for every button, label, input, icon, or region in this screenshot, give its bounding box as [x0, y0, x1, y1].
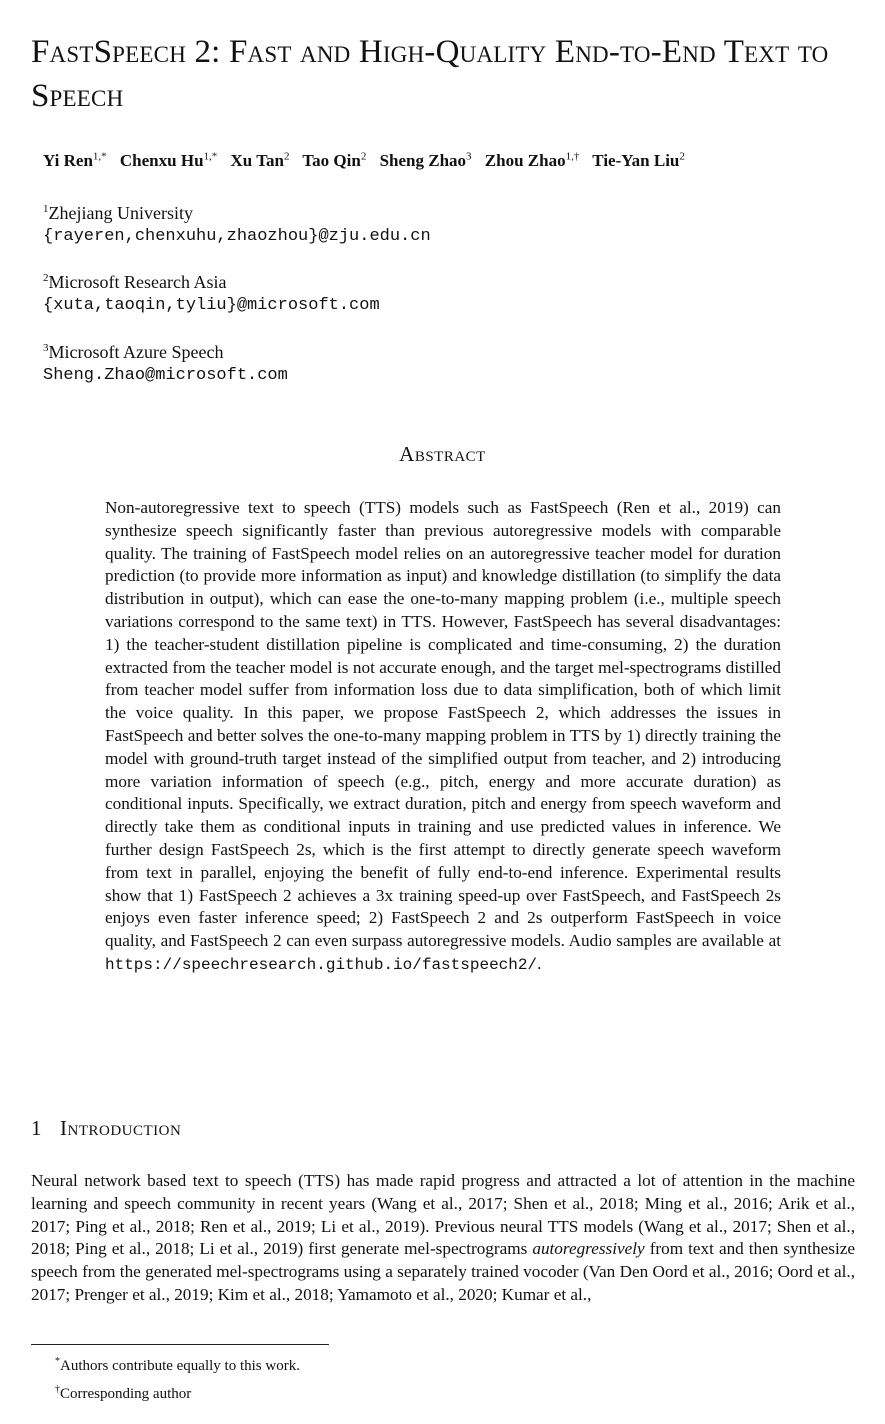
footnote: †Corresponding author — [55, 1384, 192, 1402]
author: Zhou Zhao$^{1,\dagger}$ — [484, 150, 580, 170]
affiliation: $^2$Microsoft Research Asia {xuta,taoqin,tyliu}@microsoft.com — [43, 272, 380, 315]
footnotes — [55, 1350, 300, 1406]
footnote: *Authors contribute equally to this work. — [55, 1356, 300, 1374]
affiliation-email: Sheng.Zhao@microsoft.com — [43, 366, 288, 385]
author: Tao Qin$^2$ — [302, 150, 367, 170]
footnote-rule — [31, 1344, 329, 1345]
affiliation: $^3$Microsoft Azure Speech Sheng.Zhao@microsoft.com — [43, 342, 288, 385]
affiliation: $^1$Zhejiang University {rayeren,chenxuhu,zhaozhou}@zju.edu.cn — [43, 203, 431, 246]
author: Xu Tan$^2$ — [230, 150, 290, 170]
abstract-text: Non-autoregressive text to speech (TTS) models such as FastSpeech (Ren et al., 2019) can synthesize speech significantly faster than previous autoregressive models with comparable quality. The training of FastSpeech model relies on an autoregressive teacher model for duration prediction (to provide more information as input) and knowledge distillation (to simplify the data distribution in output), which can ease the one-to-many mapping problem (i.e., multiple speech variations correspond to the same text) in TTS. However, FastSpeech has several disadvantages: 1) the teacher-student distillation pipeline is complicated and time-consuming, 2) the duration extracted from the teacher model is not accurate enough, and the target mel-spectrograms distilled from teacher model suffer from information loss due to data simplification, both of which limit the voice quality. In this paper, we propose FastSpeech 2, which addresses the issues in FastSpeech and better solves the one-to-many mapping problem in TTS by 1) directly training the model with ground-truth target instead of the simplified output from teacher, and 2) introducing more variation information of speech (e.g., pitch, energy and more accurate duration) as conditional inputs. Specifically, we extract duration, pitch and energy from speech waveform and directly take them as conditional inputs in training and use predicted values in inference. We further design FastSpeech 2s, which is the first attempt to directly generate speech waveform from text in parallel, enjoying the benefit of fully end-to-end inference. Experimental results show that 1) FastSpeech 2 achieves a 3x training speed-up over FastSpeech, and FastSpeech 2s enjoys even faster inference speed; 2) FastSpeech 2 and 2s outperform FastSpeech in voice quality, and FastSpeech 2 can even surpass autoregressive models. Audio samples are available at https://speechresearch.github.io/fastspeech2/. — [105, 498, 781, 974]
author: Tie-Yan Liu$^2$ — [592, 150, 685, 170]
author: Yi Ren$^{1,*}$ — [43, 150, 107, 170]
affiliation-email: {xuta,taoqin,tyliu}@microsoft.com — [43, 296, 380, 315]
author: Chenxu $Hu^{1,*}$ — [119, 150, 218, 170]
abstract-heading: Abstract — [399, 442, 486, 466]
author: Sheng Zhao$^3$ — [379, 150, 472, 170]
abstract-url[interactable]: https://speechresearch.github.io/fastspeech2/ — [105, 955, 538, 974]
section-heading: 1 Introduction — [31, 1116, 182, 1140]
affiliation-email: {rayeren,chenxuhu,zhaozhou}@zju.edu.cn — [43, 227, 431, 246]
paper-title: FastSpeech 2: Fast and High-Quality End-to-End Text to Speech — [31, 34, 829, 114]
author-list — [43, 150, 873, 171]
intro-paragraph: Neural network based text to speech (TTS) has made rapid progress and attracted a lot of attention in the machine learning and speech community in recent years (Wang et al., 2017; Shen et al., 2018; Ming et al., 2016; Arik et al., 2017; Ping et al., 2018; Ren et al., 2019; Li et al., 2019). Previous neural TTS models (Wang et al., 2017; Shen et al., 2018; Ping et al., 2018; Li et al., 2019) first generate mel-spectrograms autoregressively from text and then synthesize speech from the generated mel-spectrograms using a separately trained vocoder (Van Den Oord et al., 2016; Oord et al., 2017; Prenger et al., 2019; Kim et al., 2018; Yamamoto et al., 2020; Kumar et al., — [31, 1171, 855, 1304]
